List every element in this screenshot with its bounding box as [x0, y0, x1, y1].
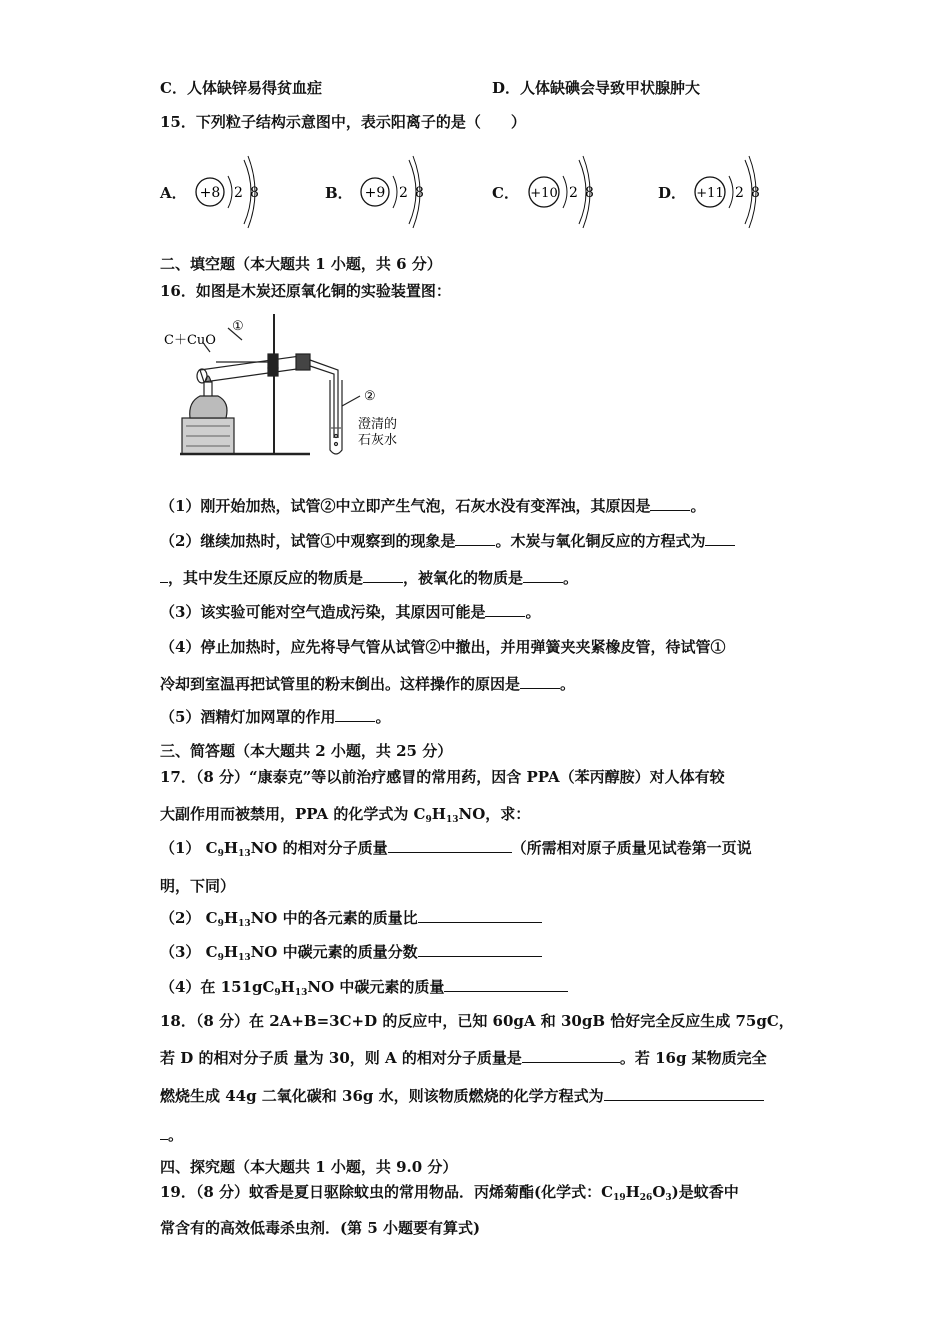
- q15-option-c: [492, 150, 612, 240]
- option-label: D．: [658, 184, 687, 202]
- shell-1-count: 2: [569, 185, 578, 201]
- q17-part-2: （2） $C_9H_{13}NO$ 中的各元素的质量比: [160, 908, 542, 934]
- q15-option-a: [160, 150, 280, 240]
- q17-part-4: （4）在 $151gC_9H_{13}NO$ 中碳元素的质量: [160, 977, 568, 1003]
- shell-1-count: 2: [234, 185, 243, 201]
- q16-part-1: （1）刚开始加热，试管②中立即产生气泡，石灰水没有变浑浊，其原因是 。: [160, 497, 706, 515]
- q16-part-4: （4）停止加热时，应先将导气管从试管②中撤出，并用弹簧夹夹紧橡皮管，待试管①: [160, 638, 726, 656]
- shell-2-count: 8: [415, 185, 424, 201]
- q18-line-4: 。: [160, 1125, 183, 1145]
- limewater-label-line2: 石灰水: [358, 433, 398, 448]
- q19-line-1: 19．（8 分）蚊香是夏日驱除蚊虫的常用物品．丙烯菊酯(化学式：$C_{19}H_{26}O_3$)是蚊香中: [160, 1183, 739, 1203]
- q16-stem: 16．如图是木炭还原氧化铜的实验装置图：: [160, 282, 451, 300]
- nucleus-charge: +10: [530, 186, 558, 201]
- q16-part-2-cont: ，其中发生还原反应的物质是 ，被氧化的物质是 。: [160, 568, 578, 588]
- nucleus-charge: +9: [364, 185, 386, 201]
- tube-1-label: ①: [232, 319, 244, 334]
- q18-line-1: 18．（8 分）在 2A+B=3C+D 的反应中，已知 60gA 和 30gB 恰好完全反应生成 75gC，: [160, 1012, 794, 1030]
- tube-2-label: ②: [364, 389, 376, 404]
- q17-line-1: 17．（8 分）“康泰克”等以前治疗感冒的常用药，因含 PPA（苯丙醇胺）对人体有较: [160, 768, 725, 786]
- q18-line-2: 若 D 的相对分子质 量为 30，则 A 的相对分子质量是 。若 16g 某物质完全: [160, 1049, 767, 1067]
- nucleus-charge: +11: [696, 186, 724, 201]
- q17-part-3: （3） $C_9H_{13}NO$ 中碳元素的质量分数: [160, 942, 542, 968]
- q18-line-3: 燃烧生成 44g 二氧化碳和 36g 水，则该物质燃烧的化学方程式为: [160, 1086, 764, 1106]
- section-4-header: 四、探究题（本大题共 1 小题，共 9.0 分）: [160, 1158, 458, 1176]
- section-2-header: 二、填空题（本大题共 1 小题，共 6 分）: [160, 255, 442, 273]
- option-label: B．: [325, 184, 353, 202]
- reactant-label: C＋CuO: [164, 333, 216, 348]
- atom-diagram-c: [522, 150, 612, 240]
- experiment-apparatus-figure: [160, 310, 420, 465]
- q19-line-2: 常含有的高效低毒杀虫剂．(第 5 小题要有算式): [160, 1219, 481, 1237]
- q16-part-2: （2）继续加热时，试管①中观察到的现象是 。木炭与氧化铜反应的方程式为: [160, 531, 735, 551]
- q17-part-1: （1） $C_9H_{13}NO$ 的相对分子质量 （所需相对原子质量见试卷第一页说: [160, 839, 752, 859]
- atom-diagram-d: [688, 150, 778, 240]
- q15-option-b: [325, 150, 445, 240]
- nucleus-charge: +8: [199, 185, 221, 201]
- shell-2-count: 8: [250, 185, 259, 201]
- q16-part-5: （5）酒精灯加网罩的作用 。: [160, 708, 391, 726]
- q15-stem: 15．下列粒子结构示意图中，表示阳离子的是（ ）: [160, 113, 526, 131]
- atom-diagram-b: [355, 150, 445, 240]
- option-label: A．: [160, 184, 187, 202]
- q17-part-1-cont: 明，下同）: [160, 877, 236, 895]
- atom-diagram-a: [190, 150, 280, 240]
- shell-1-count: 2: [735, 185, 744, 201]
- shell-1-count: 2: [399, 185, 408, 201]
- q14-option-d: D．人体缺碘会导致甲状腺肿大: [492, 79, 701, 97]
- shell-2-count: 8: [751, 185, 760, 201]
- limewater-label-line1: 澄清的: [358, 417, 398, 432]
- q17-line-2: 大副作用而被禁用，PPA 的化学式为 $C_9H_{13}NO$，求：: [160, 805, 531, 825]
- q14-option-c: C．人体缺锌易得贫血症: [160, 79, 322, 97]
- q16-part-4-cont: 冷却到室温再把试管里的粉末倒出。这样操作的原因是 。: [160, 675, 576, 693]
- shell-2-count: 8: [585, 185, 594, 201]
- q15-option-d: [658, 150, 778, 240]
- q16-part-3: （3）该实验可能对空气造成污染，其原因可能是 。: [160, 603, 541, 621]
- option-label: C．: [492, 184, 519, 202]
- section-3-header: 三、简答题（本大题共 2 小题，共 25 分）: [160, 742, 453, 760]
